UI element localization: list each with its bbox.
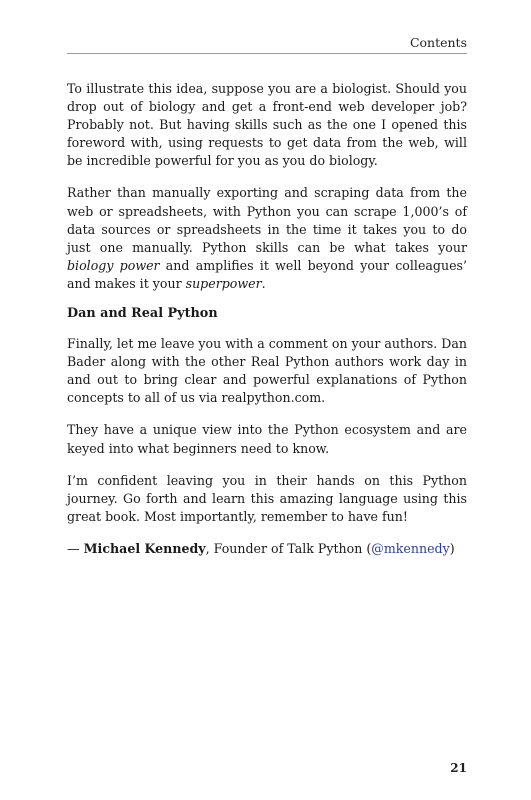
- paragraph-journey: I’m confident leaving you in their hands on this Python journey. Go forth and learn this amazing language using this great book. Most importantly, remember to have fun!: [67, 472, 467, 524]
- signature-close: ): [449, 540, 455, 556]
- author-role: , Founder of Talk Python (: [205, 540, 372, 556]
- section-title: Contents: [409, 35, 467, 50]
- running-header: [67, 36, 467, 54]
- signature: [67, 540, 467, 558]
- paragraph-superpower: [67, 184, 467, 293]
- section-heading: Dan and Real Python: [67, 306, 218, 322]
- emphasis-superpower: superpower: [185, 275, 262, 291]
- page-body: [67, 80, 467, 572]
- paragraph-biologist: To illustrate this idea, suppose you are a biologist. Should you drop out of biology and get a front-end web developer job? Probably not. But having skills such as the one I opened this foreword with, using requests to get data from the web, will be incredible powerful for you as you do biology.: [67, 81, 467, 169]
- paragraph-superpower-start: Rather than manually exporting and scraping data from the web or spreadsheets, with Python you can scrape 1,000’s of data sources or spreadsheets in the time it takes you to do just one manually. Python skills can be what takes your: [67, 185, 467, 255]
- twitter-handle-link[interactable]: @mkennedy: [371, 540, 450, 556]
- paragraph-authors: Finally, let me leave you with a comment on your authors. Dan Bader along with the other Real Python authors work day in and out to bring clear and powerful explanations of Python concepts to all of us via realpython.com.: [67, 336, 467, 406]
- paragraph-ecosystem: They have a unique view into the Python ecosystem and are keyed into what beginners need to know.: [67, 422, 467, 456]
- paragraph-superpower-mid: and amplifies it well beyond your colleagues’ and makes it your: [67, 257, 468, 291]
- signature-dash: —: [67, 540, 84, 556]
- page-number: 21: [450, 761, 467, 775]
- emphasis-biology-power: biology power: [67, 257, 160, 273]
- author-name: Michael Kennedy: [83, 540, 206, 556]
- paragraph-superpower-end: .: [261, 275, 266, 291]
